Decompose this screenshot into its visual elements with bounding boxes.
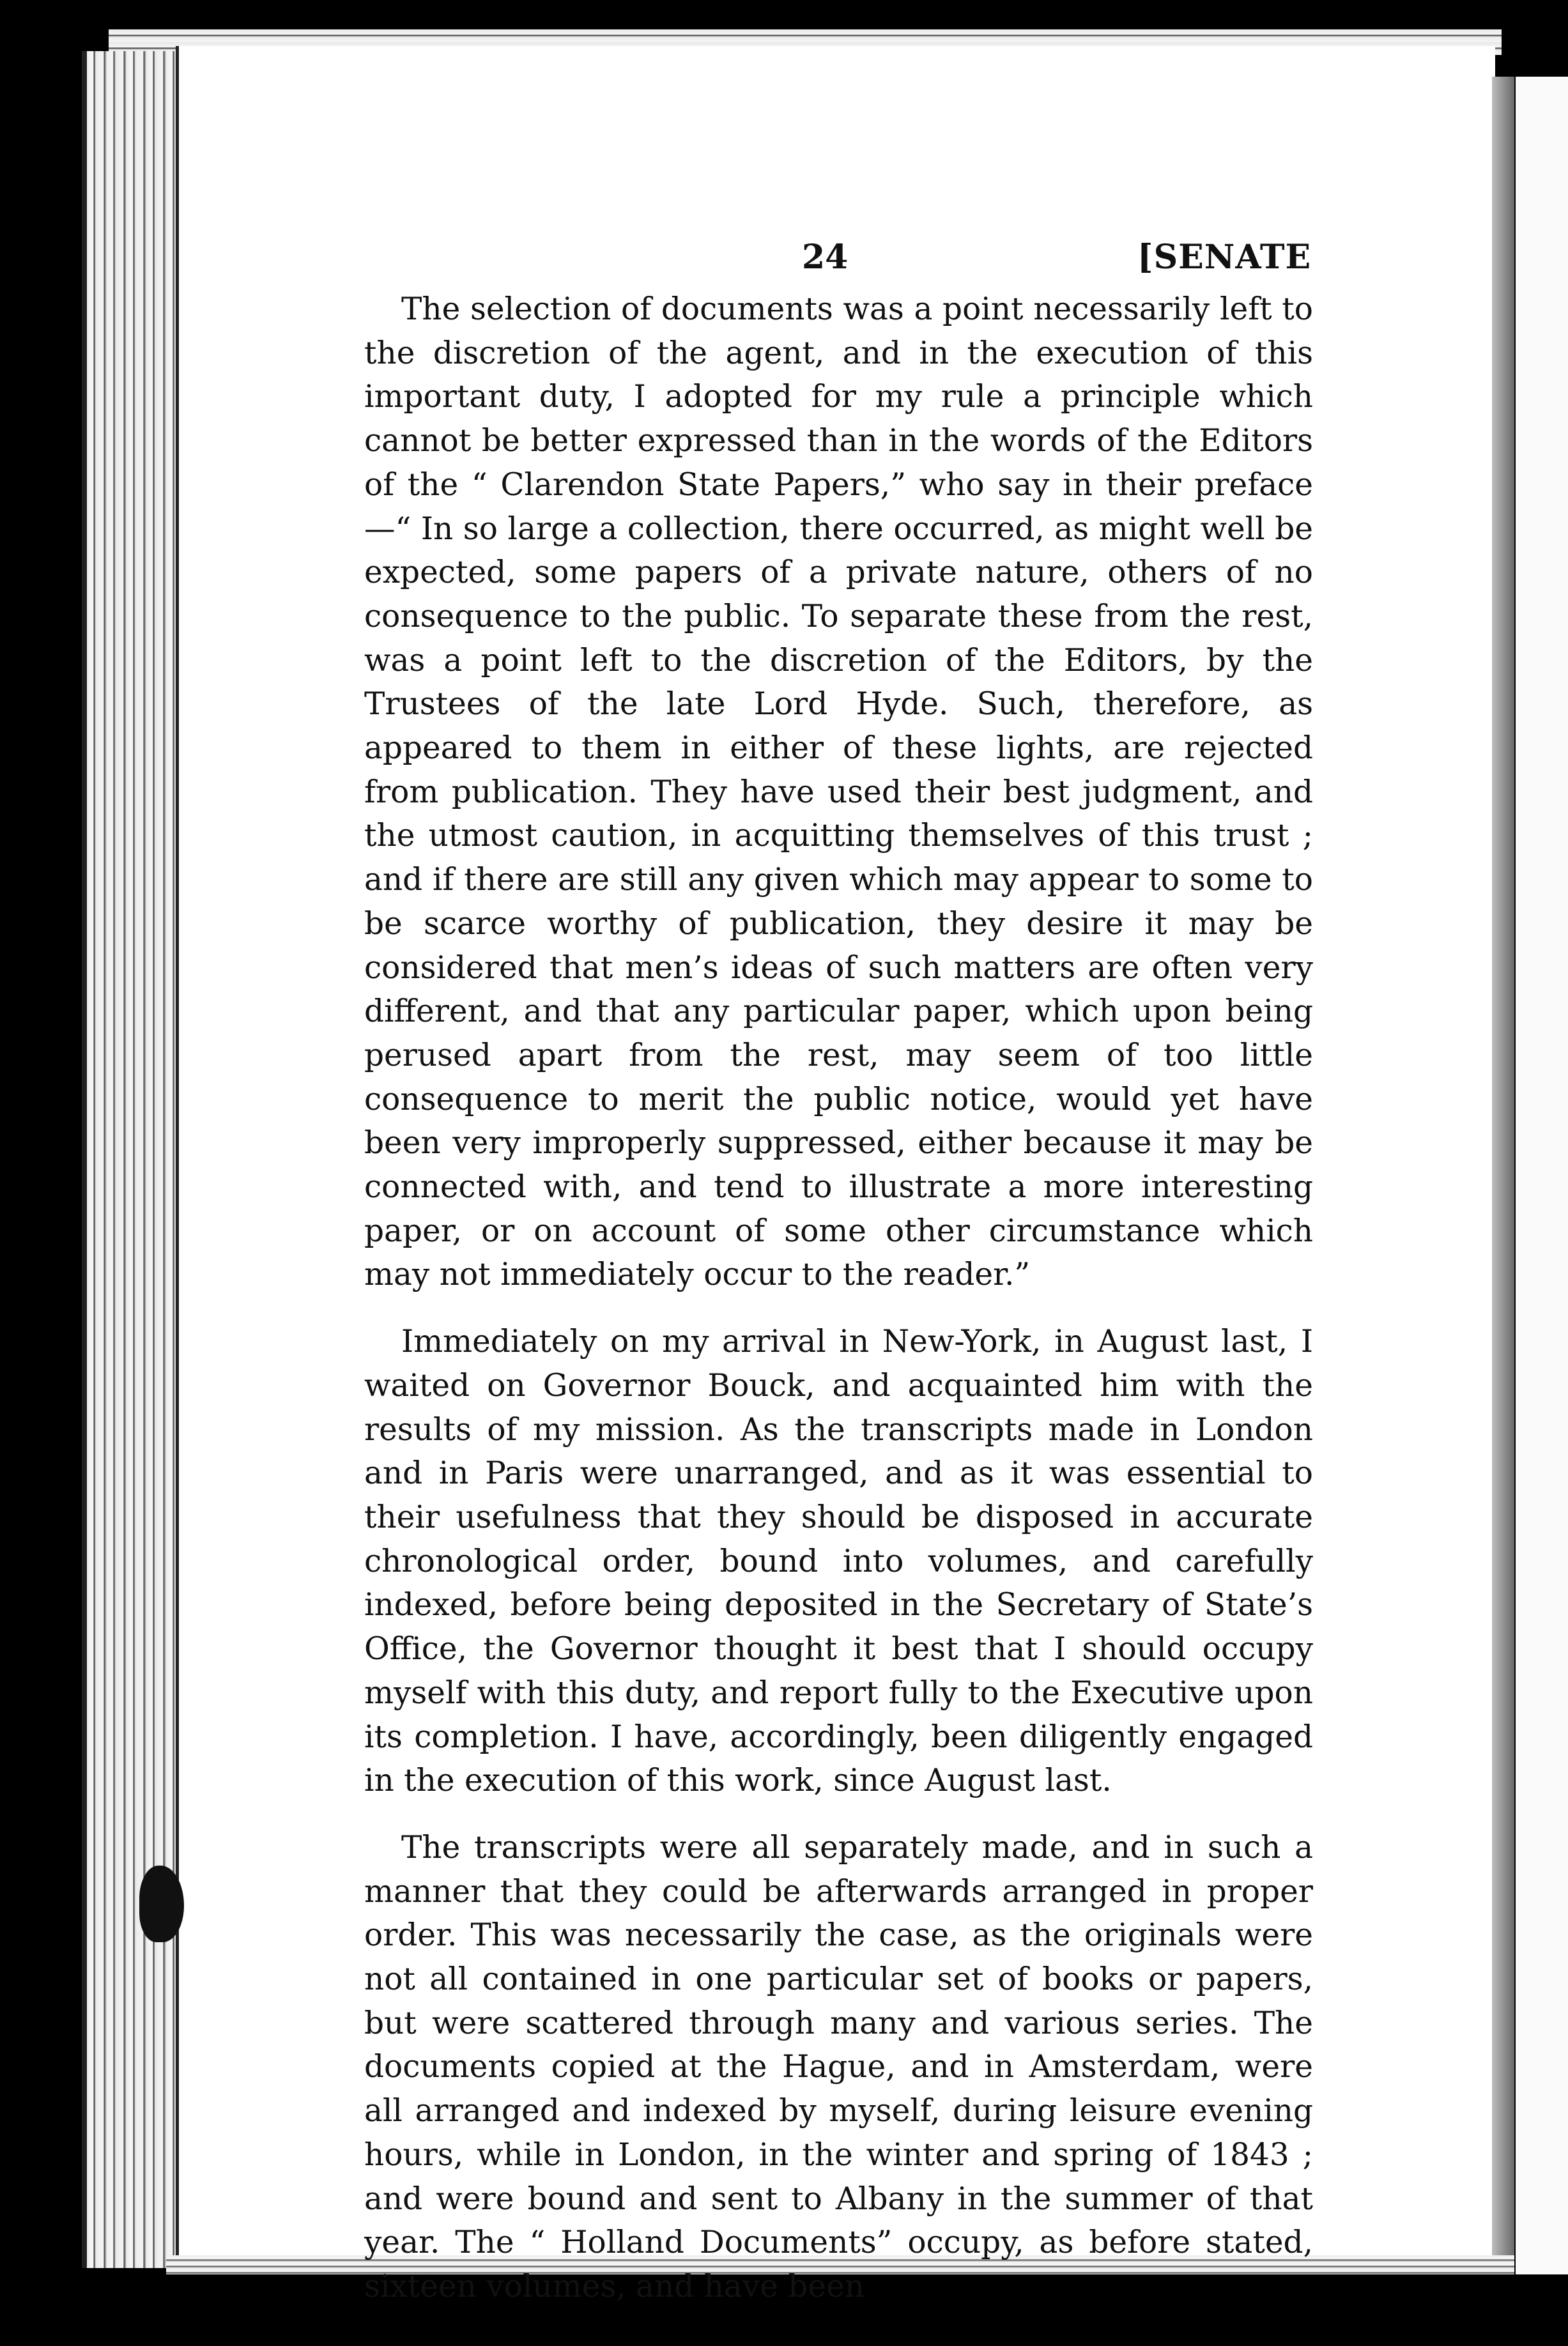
body-text (364, 288, 1313, 2332)
page-gutter-shadow (1492, 77, 1514, 2274)
page-header (0, 238, 1568, 282)
paragraph-selection-of-documents: The selection of documents was a point necessarily left to the discretion of the agent, and in the execution of this important duty, I adopted for my rule a principle which cannot be better expressed than in the words of the Editors of the “ Clarendon State Papers,” who say in their preface—“ In so large a collection, there occurred, as might well be expected, some papers of a private nature, others of no consequence to the public. To separate these from the rest, was a point left to the discretion of the Editors, by the Trustees of the late Lord Hyde. Such, therefore, as appeared to them in either of these lights, are rejected from publication. They have used their best judgment, and the utmost caution, in acquitting themselves of this trust ; and if there are still any given which may appear to some to be scarce worthy of publication, they desire it may be considered that men’s ideas of such matters are often very different, and that any particular paper, which upon being perused apart from the rest, may seem of too little consequence to merit the public notice, would yet have been very improperly suppressed, either because it may be connected with, and tend to illustrate a more interesting paper, or on account of some other circumstance which may not immediately occur to the reader.” (364, 291, 1313, 1293)
facing-page-edge (1516, 77, 1568, 2274)
paragraph-transcripts: The transcripts were all separately made, and in such a manner that they could be afterwards arranged in proper order. This was necessarily the case, as the originals were not all contained in one particular set of books or papers, but were scattered through many and various series. The documents copied at the Hague, and in Amsterdam, were all arranged and indexed by myself, during leisure evening hours, while in London, in the winter and spring of 1843 ; and were bound and sent to Albany in the summer of that year. The “ Holland Documents” occupy, as before stated, sixteen volumes, and have been (364, 1829, 1313, 2304)
running-head: [SENATE (1137, 238, 1312, 277)
page-number: 24 (802, 238, 849, 277)
paragraph-arrival-new-york: Immediately on my arrival in New-York, in August last, I waited on Governor Bouck, and acquainted him with the results of my mission. As the transcripts made in London and in Paris were unarranged, and as it was essential to their usefulness that they should be disposed in accurate chronological order, bound into volumes, and carefully indexed, before being deposited in the Secretary of State’s Office, the Governor thought it best that I should occupy myself with this duty, and report fully to the Executive upon its completion. I have, accordingly, been diligently engaged in the execution of this work, since August last. (364, 1324, 1313, 1799)
ink-blot (139, 1866, 184, 1942)
